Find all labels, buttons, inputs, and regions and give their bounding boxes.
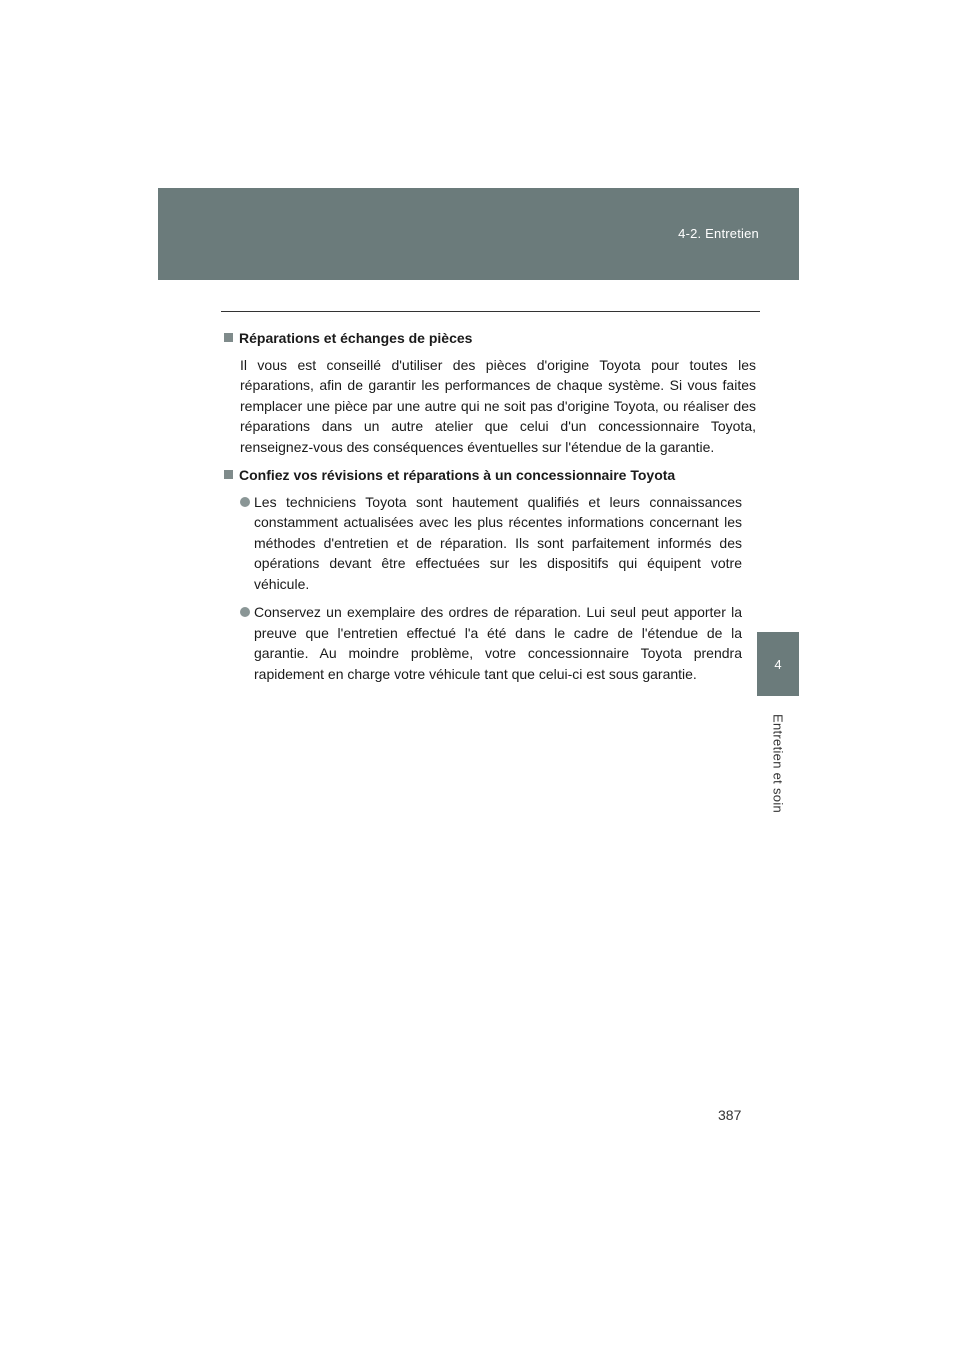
square-bullet-icon	[224, 333, 233, 342]
chapter-tab-number: 4	[757, 632, 799, 696]
bullet-item	[240, 602, 756, 684]
circle-bullet-icon	[240, 607, 250, 617]
section-heading	[222, 465, 756, 486]
section-label: 4-2. Entretien	[678, 226, 759, 241]
bullet-text: Les techniciens Toyota sont hautement qualifiés et leurs connaissances constamment actualisées avec les plus récentes informations concernant les méthodes d'entretien et de réparation. Ils sont parfaitement informés des opérations devant être effectuées sur les dispositifs qui équipent votre véhicule.	[254, 493, 742, 592]
header-band	[158, 188, 799, 280]
chapter-tab-title	[757, 700, 799, 830]
header-rule	[221, 311, 760, 312]
chapter-tab-title-text: Entretien et soin	[770, 714, 786, 814]
section-heading-text: Réparations et échanges de pièces	[239, 330, 473, 346]
square-bullet-icon	[224, 470, 233, 479]
section-heading-text: Confiez vos révisions et réparations à un concessionnaire Toyota	[239, 467, 676, 483]
page-content	[222, 328, 756, 692]
bullet-item	[240, 492, 756, 595]
section-heading	[222, 328, 756, 349]
section-paragraph: Il vous est conseillé d'utiliser des pièces d'origine Toyota pour toutes les réparations, afin de garantir les performances de chaque système. Si vous faites remplacer une pièce par une autre qui ne soit pas d'origine Toyota, ou réaliser des réparations dans un autre atelier que celui d'un concessionnaire Toyota, renseignez-vous des conséquences éventuelles sur l'étendue de la garantie.	[240, 356, 756, 455]
circle-bullet-icon	[240, 497, 250, 507]
bullet-text: Conservez un exemplaire des ordres de réparation. Lui seul peut apporter la preuve que l'entretien effectué l'a été dans le cadre de l'étendue de la garantie. Au moindre problème, votre concessionnaire Toyota prendra rapidement en charge votre véhicule tant que celui-ci est sous garantie.	[254, 604, 742, 682]
page-number: 387	[718, 1107, 742, 1123]
